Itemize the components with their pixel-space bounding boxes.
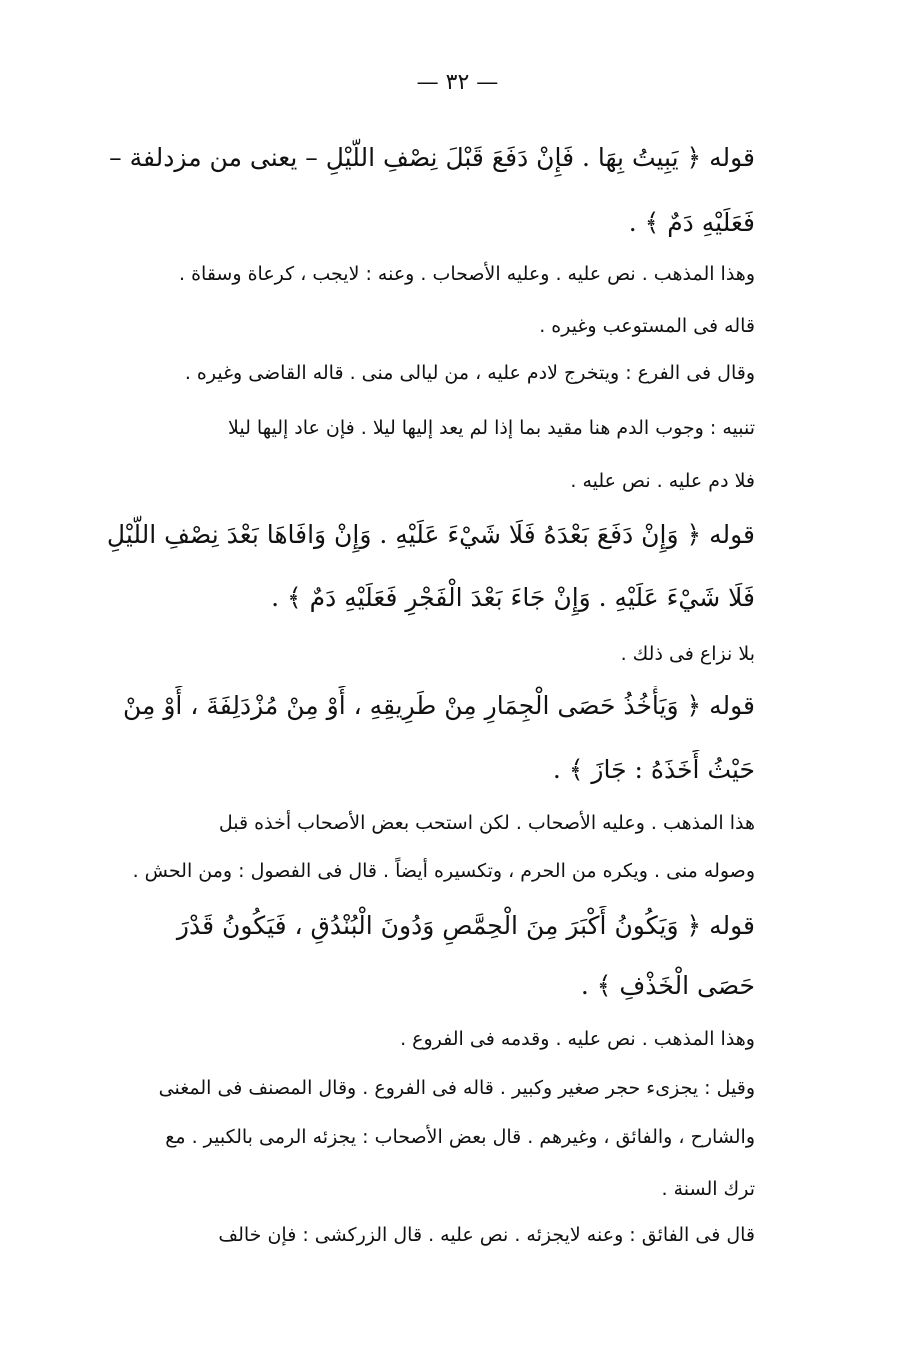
quran-line: فَعَلَيْهِ دَمٌ ﴾ . bbox=[628, 208, 755, 237]
commentary-line: وهذا المذهب . نص عليه . وقدمه فى الفروع . bbox=[400, 1028, 755, 1050]
page-number: — ٣٢ — bbox=[416, 70, 499, 95]
quran-line: قوله ﴿ يَبِيتُ بِهَا . فَإِنْ دَفَعَ قَبْلَ نِصْفِ اللَّيْلِ – يعنى من مزدلفة – bbox=[109, 143, 755, 172]
quran-line: حَصَى الْخَذْفِ ﴾ . bbox=[580, 971, 755, 1000]
commentary-line: وصوله منى . ويكره من الحرم ، وتكسيره أيضاً . قال فى الفصول : ومن الحش . bbox=[132, 860, 755, 882]
quran-line: قوله ﴿ وَإِنْ دَفَعَ بَعْدَهُ فَلَا شَيْءَ عَلَيْهِ . وَإِنْ وَافَاهَا بَعْدَ نِصْفِ اللَّيْلِ bbox=[106, 520, 755, 549]
commentary-line: قاله فى المستوعب وغيره . bbox=[539, 315, 755, 337]
commentary-line: فلا دم عليه . نص عليه . bbox=[570, 470, 755, 492]
commentary-line: ترك السنة . bbox=[661, 1178, 755, 1200]
quran-line: قوله ﴿ وَيَأْخُذُ حَصَى الْجِمَارِ مِنْ طَرِيقِهِ ، أَوْ مِنْ مُزْدَلِفَةَ ، أَوْ مِنْ bbox=[122, 691, 755, 720]
commentary-line: والشارح ، والفائق ، وغيرهم . قال بعض الأصحاب : يجزئه الرمى بالكبير . مع bbox=[165, 1126, 755, 1148]
commentary-line: وقيل : يجزىء حجر صغير وكبير . قاله فى الفروع . وقال المصنف فى المغنى bbox=[158, 1077, 755, 1099]
commentary-line: بلا نزاع فى ذلك . bbox=[620, 643, 755, 665]
quran-line: حَيْثُ أَخَذَهُ : جَازَ ﴾ . bbox=[552, 755, 755, 784]
commentary-line: وقال فى الفرع : ويتخرج لادم عليه ، من ليالى منى . قاله القاضى وغيره . bbox=[184, 362, 755, 384]
quran-line: قوله ﴿ وَيَكُونُ أَكْبَرَ مِنَ الْحِمَّصِ وَدُونَ الْبُنْدُقِ ، فَيَكُونُ قَدْرَ bbox=[176, 911, 755, 940]
commentary-line: وهذا المذهب . نص عليه . وعليه الأصحاب . وعنه : لايجب ، كرعاة وسقاة . bbox=[179, 263, 755, 285]
commentary-line: هذا المذهب . وعليه الأصحاب . لكن استحب بعض الأصحاب أخذه قبل bbox=[218, 812, 755, 834]
quran-line: فَلَا شَيْءَ عَلَيْهِ . وَإِنْ جَاءَ بَعْدَ الْفَجْرِ فَعَلَيْهِ دَمٌ ﴾ . bbox=[271, 583, 755, 612]
commentary-line: قال فى الفائق : وعنه لايجزئه . نص عليه . قال الزركشى : فإن خالف bbox=[218, 1224, 755, 1246]
commentary-line: تنبيه : وجوب الدم هنا مقيد بما إذا لم يعد إليها ليلا . فإن عاد إليها ليلا bbox=[228, 417, 755, 439]
